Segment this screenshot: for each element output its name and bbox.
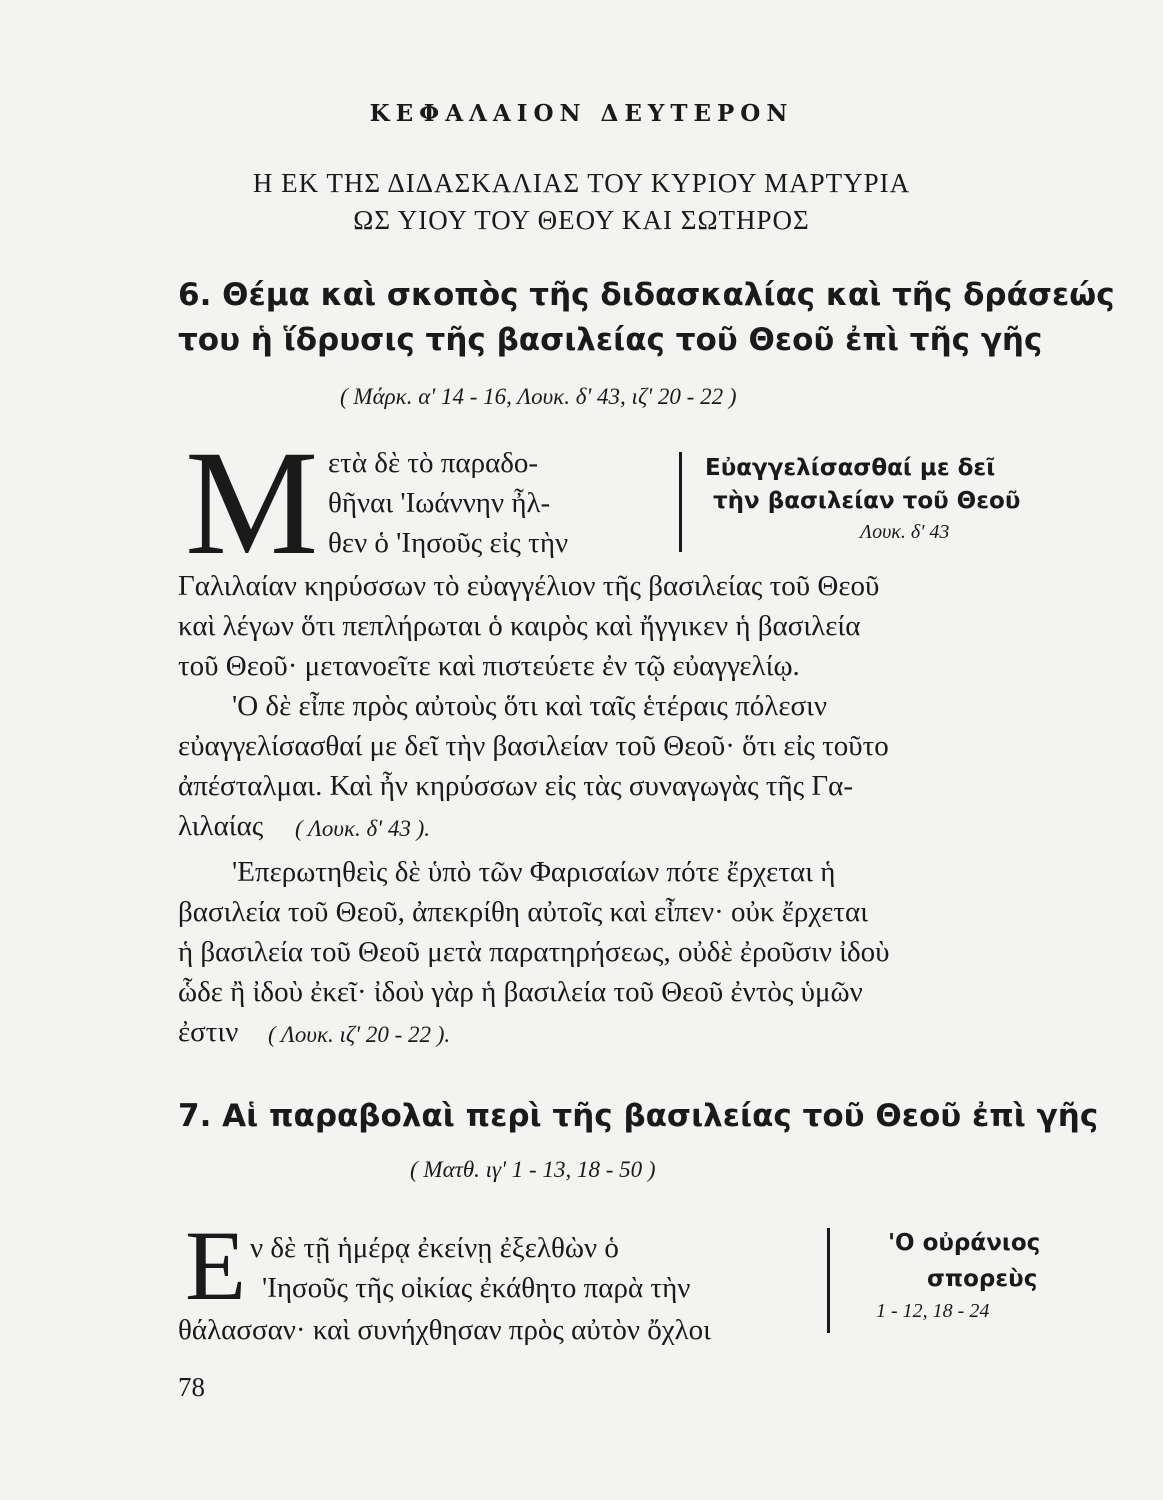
section-7-heading: 7. Αἱ παραβολαὶ περὶ τῆς βασιλείας τοῦ Θεοῦ ἐπὶ γῆς [178,1098,1099,1134]
body-line: λιλαίας [178,810,264,842]
body-line: ἡ βασιλεία τοῦ Θεοῦ μετὰ παρατηρήσεως, οὐδὲ ἐροῦσιν ἰδοὺ [178,936,890,968]
sidenote-rule [679,452,682,552]
sidenote-reference: Λουκ. δ' 43 [860,521,950,543]
section-6-heading-line-1: 6. Θέμα καὶ σκοπὸς τῆς διδασκαλίας καὶ τῆς δράσεώς [178,277,1115,313]
body-line: θάλασσαν· καὶ συνήχθησαν πρὸς αὐτὸν ὄχλοι [178,1314,711,1346]
inline-reference: ( Λουκ. δ' 43 ). [295,816,431,841]
chapter-title-line-2: ΩΣ ΥΙΟΥ ΤΟΥ ΘΕΟΥ ΚΑΙ ΣΩΤΗΡΟΣ [353,205,810,235]
sidenote-line: τὴν βασιλείαν τοῦ Θεοῦ [713,488,1021,514]
body-line: 'Ο δὲ εἶπε πρὸς αὐτοὺς ὅτι καὶ ταῖς ἑτέραις πόλεσιν [232,690,828,722]
section-6-dropcap: Μ [185,420,319,586]
body-line: 'Επερωτηθεὶς δὲ ὑπὸ τῶν Φαρισαίων πότε ἔρχεται ἡ [232,856,836,888]
sidenote-rule [827,1228,830,1333]
body-line: εὐαγγελίσασθαί με δεῖ τὴν βασιλείαν τοῦ Θεοῦ· ὅτι εἰς τοῦτο [178,730,889,762]
section-7-dropcap: Ε [185,1210,247,1321]
body-line: Γαλιλαίαν κηρύσσων τὸ εὐαγγέλιον τῆς βασιλείας τοῦ Θεοῦ [178,570,880,602]
inline-reference: ( Λουκ. ιζ' 20 - 22 ). [268,1022,451,1047]
chapter-title-line-1: Η ΕΚ ΤΗΣ ΔΙΔΑΣΚΑΛΙΑΣ ΤΟΥ ΚΥΡΙΟΥ ΜΑΡΤΥΡΙΑ [252,168,911,198]
chapter-heading: ΚΕΦΑΛΑΙΟΝ ΔΕΥΤΕΡΟΝ [369,100,794,127]
body-line: ὧδε ἢ ἰδοὺ ἐκεῖ· ἰδοὺ γὰρ ἡ βασιλεία τοῦ Θεοῦ ἐντὸς ὑμῶν [178,976,863,1008]
sidenote-reference: 1 - 12, 18 - 24 [876,1300,990,1322]
dropcap-line: θεν ὁ 'Ιησοῦς εἰς τὴν [328,527,569,559]
section-7-reference: ( Ματθ. ιγ' 1 - 13, 18 - 50 ) [410,1157,656,1182]
dropcap-line: 'Ιησοῦς τῆς οἰκίας ἐκάθητο παρὰ τὴν [262,1272,691,1304]
dropcap-line: ν δὲ τῇ ἡμέρᾳ ἐκείνῃ ἐξελθὼν ὁ [250,1232,619,1264]
body-line: ἐστιν [178,1016,239,1048]
dropcap-line: θῆναι 'Ιωάννην ἦλ- [328,487,551,519]
body-line: καὶ λέγων ὅτι πεπλήρωται ὁ καιρὸς καὶ ἤγγικεν ἡ βασιλεία [178,610,861,642]
section-6-reference: ( Μάρκ. α' 14 - 16, Λουκ. δ' 43, ιζ' 20 - 22 ) [340,384,737,409]
body-line: ἀπέσταλμαι. Καὶ ἦν κηρύσσων εἰς τὰς συναγωγὰς τῆς Γα- [178,770,853,802]
section-6-heading-line-2: του ἡ ἵδρυσις τῆς βασιλείας τοῦ Θεοῦ ἐπὶ τῆς γῆς [178,322,1043,358]
sidenote-line: σπορεὺς [927,1266,1038,1292]
sidenote-line: Εὐαγγελίσασθαί με δεῖ [705,455,996,481]
page-number: 78 [178,1372,205,1402]
dropcap-line: ετὰ δὲ τὸ παραδο- [328,447,539,479]
sidenote-line: 'Ο οὐράνιος [888,1230,1041,1256]
body-line: τοῦ Θεοῦ· μετανοεῖτε καὶ πιστεύετε ἐν τῷ εὐαγγελίῳ. [178,650,800,682]
body-line: βασιλεία τοῦ Θεοῦ, ἀπεκρίθη αὐτοῖς καὶ εἶπεν· οὐκ ἔρχεται [178,896,869,928]
